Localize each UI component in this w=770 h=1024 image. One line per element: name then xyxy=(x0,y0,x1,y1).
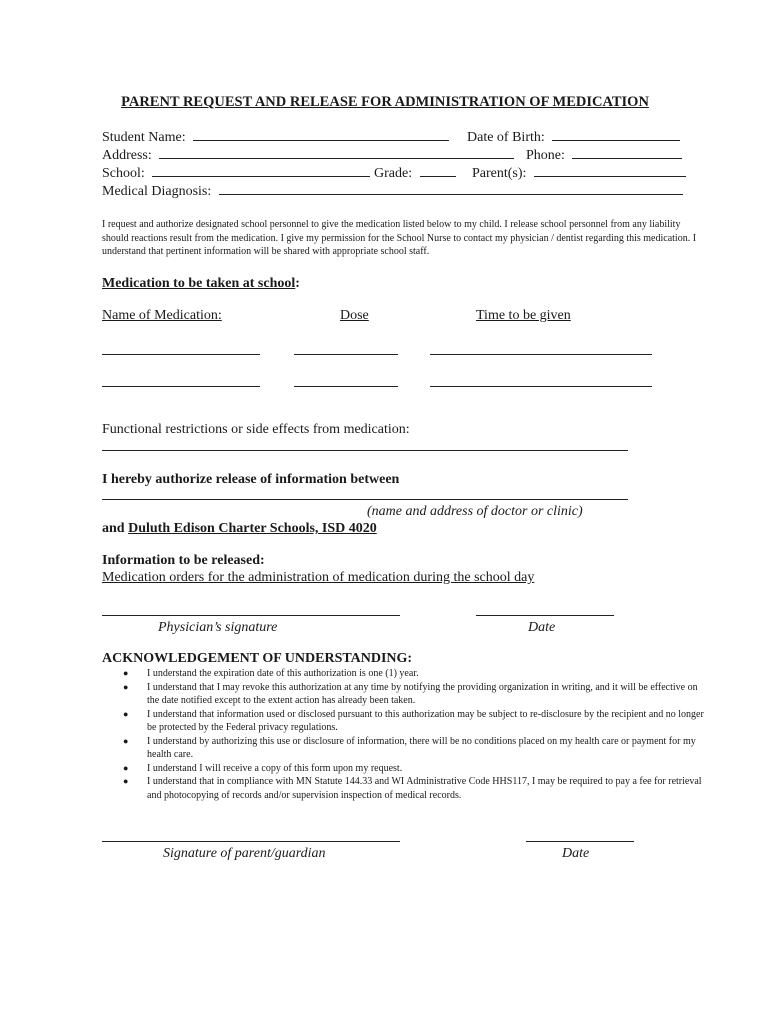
col-header-name: Name of Medication: xyxy=(102,308,222,323)
student-name-row xyxy=(102,128,449,146)
and-school-line xyxy=(102,521,377,537)
student-name-field[interactable] xyxy=(193,128,449,141)
doctor-caption: (name and address of doctor or clinic) xyxy=(367,504,583,519)
grade-field[interactable] xyxy=(420,164,456,177)
med2-time-line[interactable] xyxy=(430,386,652,387)
school-field[interactable] xyxy=(152,164,370,177)
authorize-heading: I hereby authorize release of information between xyxy=(102,472,400,487)
parents-label: Parent(s): xyxy=(472,166,527,181)
functional-restrictions-line[interactable] xyxy=(102,450,628,451)
parent-date-label: Date xyxy=(562,846,590,861)
diagnosis-row xyxy=(102,182,683,200)
address-row xyxy=(102,146,514,164)
functional-restrictions-label: Functional restrictions or side effects from medication: xyxy=(102,422,410,437)
med1-time-line[interactable] xyxy=(430,354,652,355)
bullet-icon: ● xyxy=(123,668,129,678)
diagnosis-label: Medical Diagnosis: xyxy=(102,184,212,199)
parents-field[interactable] xyxy=(534,164,686,177)
phone-label: Phone: xyxy=(526,148,565,163)
bullet-icon: ● xyxy=(123,708,129,719)
list-item: ● I understand that information used or disclosed pursuant to this authorization may be subject to re-disclosure by the recipient and no longer be protected by the Federal privacy regulations. xyxy=(123,708,704,733)
physician-date-label: Date xyxy=(528,620,556,635)
list-item: ● I understand by authorizing this use or disclosure of information, there will be no conditions placed on my health care or payment for my health care. xyxy=(123,735,696,760)
bullet-icon: ● xyxy=(123,735,129,746)
parent-date-line[interactable] xyxy=(526,841,634,842)
dob-field[interactable] xyxy=(552,128,680,141)
school-label: School: xyxy=(102,166,145,181)
phone-field[interactable] xyxy=(572,146,682,159)
dob-label: Date of Birth: xyxy=(467,130,545,145)
intro-paragraph: I request and authorize designated school personnel to give the medication listed below to my child. I release school personnel from any liability should reactions result from the medication. I give my permission for the School Nurse to contact my physician / dentist regarding this medication. I understand that pertinent information will be shared with appropriate school staff. xyxy=(102,219,697,257)
physician-signature-line[interactable] xyxy=(102,615,400,616)
parent-signature-label: Signature of parent/guardian xyxy=(163,846,326,861)
medication-heading-colon: : xyxy=(295,276,300,291)
col-header-dose: Dose xyxy=(340,308,369,323)
doctor-name-address-line[interactable] xyxy=(102,499,628,500)
form-title: PARENT REQUEST AND RELEASE FOR ADMINISTRATION OF MEDICATION xyxy=(121,94,649,110)
phone-row xyxy=(526,146,682,164)
dob-row xyxy=(467,128,680,146)
school-name: Duluth Edison Charter Schools, ISD 4020 xyxy=(128,521,377,536)
medication-heading-text: Medication to be taken at school xyxy=(102,276,296,291)
acknowledgement-heading: ACKNOWLEDGEMENT OF UNDERSTANDING: xyxy=(102,651,413,666)
student-name-label: Student Name: xyxy=(102,130,186,145)
school-row xyxy=(102,164,370,182)
grade-label: Grade: xyxy=(374,166,413,181)
bullet-icon: ● xyxy=(123,776,129,786)
list-item: ● I understand the expiration date of this authorization is one (1) year. xyxy=(123,668,419,679)
grade-row xyxy=(374,164,456,182)
bullet-icon: ● xyxy=(123,762,129,773)
list-item: ● I understand that I may revoke this authorization at any time by notifying the providing organization in writing, and it will be effective on the date notified except to the extent action has already been taken. xyxy=(123,681,698,706)
and-prefix: and xyxy=(102,521,129,536)
col-header-time: Time to be given xyxy=(476,308,571,323)
list-item: ● I understand I will receive a copy of this form upon my request. xyxy=(123,762,403,774)
medication-heading xyxy=(102,276,300,292)
address-field[interactable] xyxy=(159,146,514,159)
med2-name-line[interactable] xyxy=(102,386,260,387)
parents-row xyxy=(472,164,686,182)
physician-date-line[interactable] xyxy=(476,615,614,616)
bullet-icon: ● xyxy=(123,681,129,692)
diagnosis-field[interactable] xyxy=(219,182,683,195)
info-released-heading: Information to be released: xyxy=(102,553,265,568)
med1-name-line[interactable] xyxy=(102,354,260,355)
list-item: ● I understand that in compliance with MN Statute 144.33 and WI Administrative Code HHS117, I may be required to pay a fee for retrieval and photocopying of records and/or supervision inspection of medical records. xyxy=(123,776,702,801)
med1-dose-line[interactable] xyxy=(294,354,398,355)
address-label: Address: xyxy=(102,148,152,163)
info-released-text: Medication orders for the administration of medication during the school day xyxy=(102,570,535,585)
acknowledgement-list xyxy=(102,667,712,802)
med2-dose-line[interactable] xyxy=(294,386,398,387)
parent-signature-line[interactable] xyxy=(102,841,400,842)
physician-signature-label: Physician’s signature xyxy=(158,620,278,635)
